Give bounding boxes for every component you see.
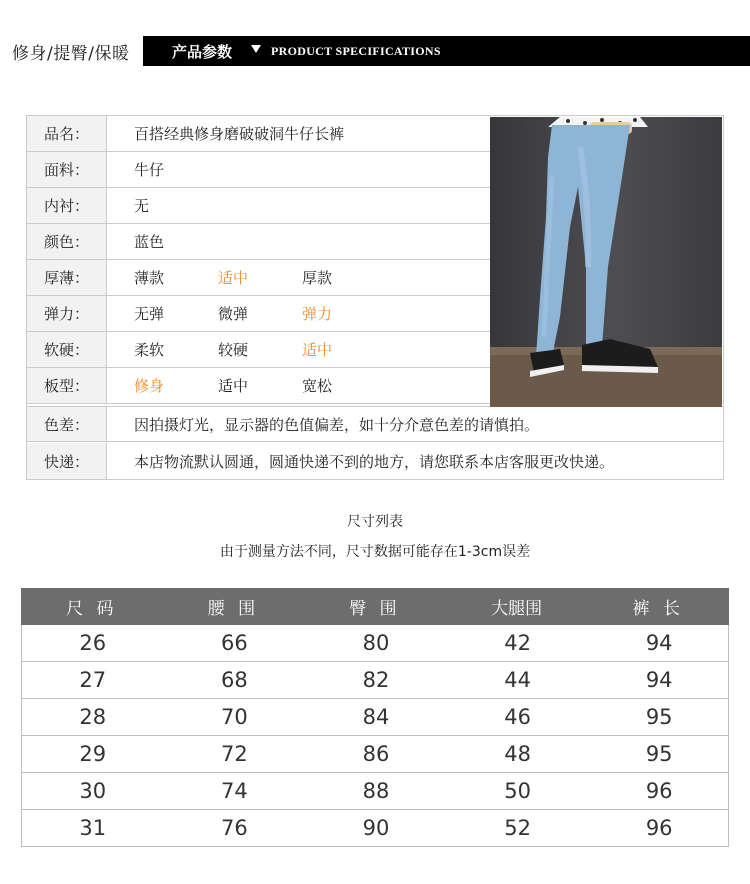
spec-label: 快递： [27,443,107,479]
size-list-title: 尺寸列表 [347,514,403,530]
option-stretch-selected: 弹力 [302,305,333,323]
option-firm: 较硬 [218,341,249,359]
table-cell: 95 [645,705,673,729]
table-row [21,810,729,847]
option-slim-selected: 修身 [134,377,165,395]
spec-row-shipping [27,443,723,479]
table-cell: 50 [504,779,531,803]
option-medium-selected: 适中 [218,269,249,287]
spec-label: 颜色： [27,224,107,259]
section-header [0,36,750,66]
table-row [21,662,729,699]
table-row [21,736,729,773]
table-cell: 30 [79,779,107,803]
column-header-length: 裤 长 [632,599,684,619]
spec-label: 品名： [27,116,107,151]
table-cell: 72 [221,742,248,766]
table-cell: 29 [79,742,107,766]
table-cell: 82 [362,668,390,692]
option-soft: 柔软 [134,341,165,359]
table-row [21,773,729,810]
spec-label: 色差： [27,407,107,441]
column-header-size: 尺 码 [66,599,118,619]
table-cell: 42 [504,631,531,655]
spec-value: 因拍摄灯光，显示器的色值偏差，如十分介意色差的请慎拍。 [134,415,540,434]
size-list-note: 由于测量方法不同，尺寸数据可能存在1-3cm误差 [219,544,531,560]
table-cell: 68 [221,668,248,692]
spec-value: 本店物流默认圆通，圆通快递不到的地方，请您联系本店客服更改快递。 [134,452,615,471]
product-tagline: 修身/提臀/保暖 [12,44,130,64]
spec-label: 面料： [27,152,107,187]
option-moderate-selected: 适中 [302,341,333,359]
column-header-waist: 腰 围 [207,599,260,619]
jeans-illustration [490,117,722,407]
table-cell: 90 [362,816,390,840]
table-cell: 96 [645,816,673,840]
spec-row-elasticity [27,296,490,332]
spec-row-color-diff [27,406,723,442]
size-table-header [21,588,729,625]
table-cell: 66 [221,631,248,655]
table-cell: 28 [79,705,107,729]
table-cell: 31 [79,816,107,840]
option-regular: 适中 [218,377,249,395]
spec-row-thickness [27,260,490,296]
table-cell: 96 [645,779,673,803]
table-cell: 48 [504,742,531,766]
table-cell: 74 [221,779,248,803]
spec-value: 无 [134,197,150,215]
table-cell: 70 [221,705,248,729]
table-cell: 52 [504,816,531,840]
table-cell: 80 [362,631,390,655]
table-cell: 86 [362,742,390,766]
table-cell: 44 [504,668,531,692]
table-cell: 76 [221,816,248,840]
option-thick: 厚款 [302,269,333,287]
spec-label: 板型： [27,368,107,403]
table-cell: 84 [362,705,390,729]
spec-row-lining [27,188,490,224]
column-header-thigh: 大腿围 [491,599,543,619]
column-header-hip: 臀 围 [349,599,401,619]
spec-title-en: PRODUCT SPECIFICATIONS [271,44,441,58]
spec-label: 弹力： [27,296,107,331]
option-slight-stretch: 微弹 [218,305,249,323]
table-cell: 94 [645,668,673,692]
spec-row-softness [27,332,490,368]
product-photo [490,117,722,407]
table-cell: 88 [362,779,390,803]
spec-row-fit [27,368,490,404]
spec-table [26,115,724,480]
spec-value: 蓝色 [134,233,165,251]
option-thin: 薄款 [134,269,165,287]
option-no-stretch: 无弹 [134,305,165,323]
spec-row-name [27,116,490,152]
table-row [21,699,729,736]
spec-label: 厚薄： [27,260,107,295]
spec-row-color [27,224,490,260]
spec-title-bar [143,36,750,66]
spec-title-cn: 产品参数 [172,43,233,61]
table-cell: 94 [645,631,673,655]
triangle-down-icon [251,45,261,53]
spec-value: 牛仔 [134,161,165,179]
spec-label: 内衬： [27,188,107,223]
table-cell: 26 [79,631,107,655]
option-loose: 宽松 [302,377,333,395]
table-cell: 46 [504,705,531,729]
spec-value: 百搭经典修身磨破破洞牛仔长裤 [134,125,345,143]
spec-row-fabric [27,152,490,188]
table-row [21,625,729,662]
spec-label: 软硬： [27,332,107,367]
table-cell: 27 [79,668,107,692]
table-cell: 95 [645,742,673,766]
